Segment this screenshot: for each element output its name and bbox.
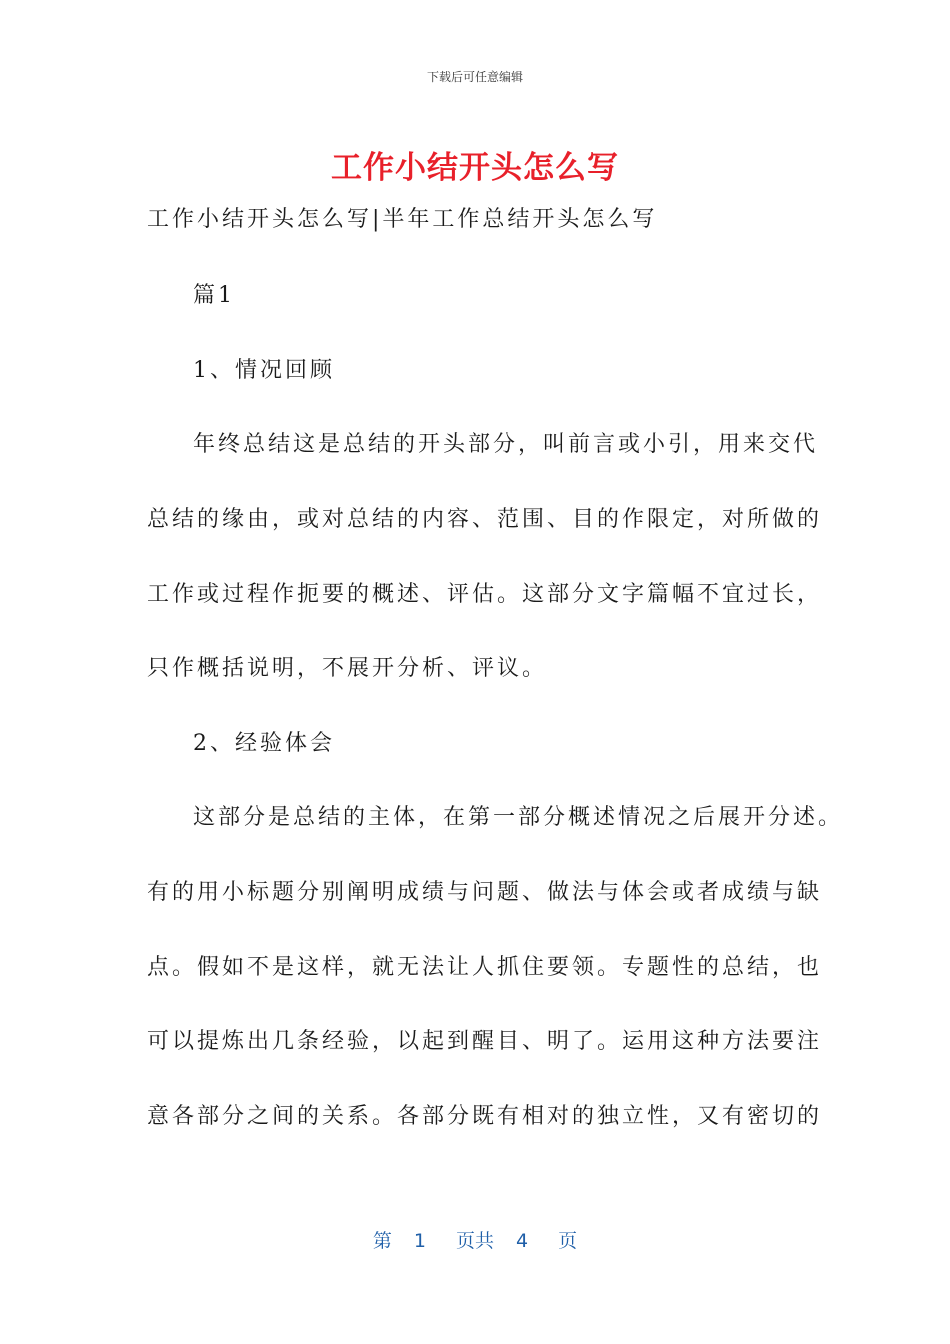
footer-page-total: 4 [516,1230,529,1252]
paragraph-line: 工作或过程作扼要的概述、评估。这部分文字篇幅不宜过长， [147,582,823,607]
footer-page-suffix: 页 [558,1230,578,1252]
footer-page-middle: 页共 [455,1230,494,1252]
footer-page-number: 1 [413,1230,426,1252]
section-heading-2: 2、经验体会 [193,731,335,756]
paragraph-line: 点。假如不是这样，就无法让人抓住要领。专题性的总结，也 [147,955,823,980]
page-footer [0,1226,950,1253]
footer-page-prefix: 第 [372,1230,392,1252]
paragraph-line: 意各部分之间的关系。各部分既有相对的独立性，又有密切的 [147,1104,823,1129]
paragraph-line: 这部分是总结的主体，在第一部分概述情况之后展开分述。 [193,805,844,830]
header-note: 下载后可任意编辑 [426,70,523,84]
document-title: 工作小结开头怎么写 [331,150,619,186]
paragraph-line: 只作概括说明，不展开分析、评议。 [147,656,548,681]
section-heading-1: 1、情况回顾 [193,358,335,383]
paragraph-line: 可以提炼出几条经验，以起到醒目、明了。运用这种方法要注 [147,1029,823,1054]
section-label: 篇1 [193,283,235,308]
document-subtitle: 工作小结开头怎么写|半年工作总结开头怎么写 [147,207,658,232]
paragraph-line: 总结的缘由，或对总结的内容、范围、目的作限定，对所做的 [147,507,823,532]
paragraph-line: 年终总结这是总结的开头部分，叫前言或小引，用来交代 [193,432,819,457]
paragraph-line: 有的用小标题分别阐明成绩与问题、做法与体会或者成绩与缺 [147,880,823,905]
